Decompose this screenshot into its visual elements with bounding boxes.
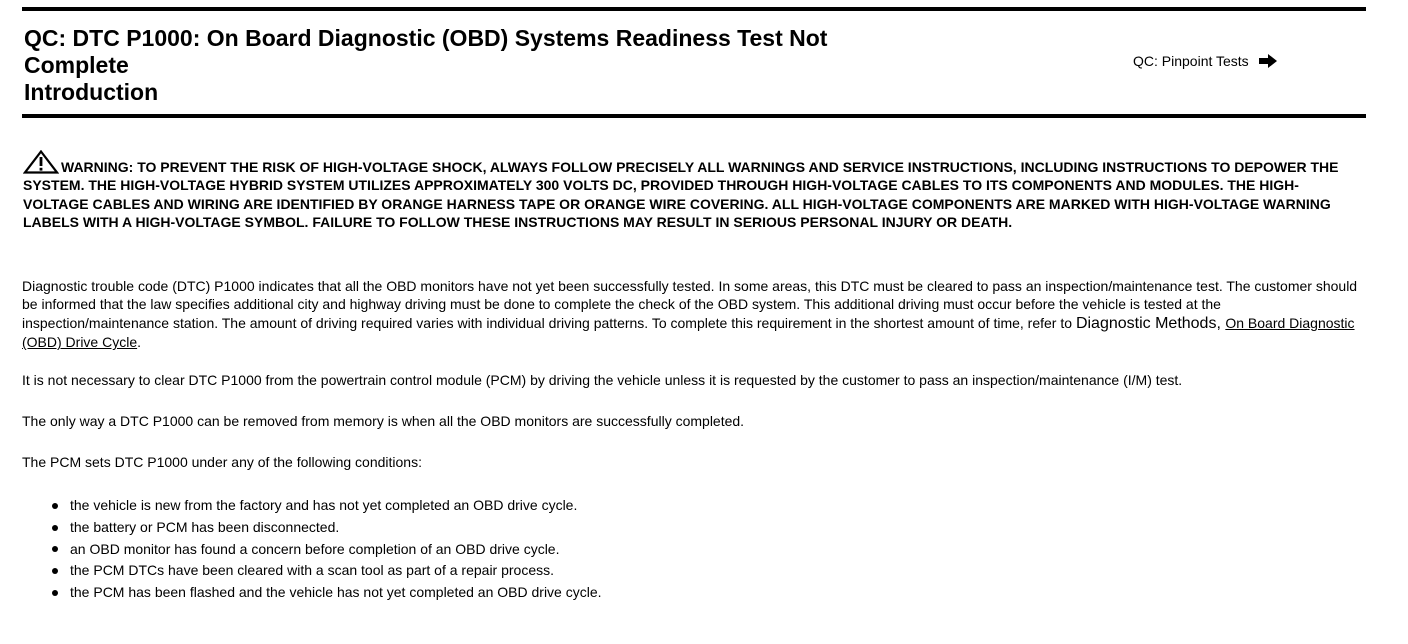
condition-text: the PCM DTCs have been cleared with a scan tool as part of a repair process. bbox=[70, 562, 555, 579]
condition-text: the battery or PCM has been disconnected. bbox=[70, 518, 340, 535]
list-item bbox=[50, 495, 602, 517]
condition-text: an OBD monitor has found a concern before completion of an OBD drive cycle. bbox=[70, 540, 560, 557]
bullet bbox=[52, 546, 58, 552]
title-line: Introduction bbox=[24, 79, 159, 105]
list-item bbox=[50, 560, 602, 582]
paragraph-remove-memory: The only way a DTC P1000 can be removed from memory is when all the OBD monitors are successfully completed. bbox=[22, 413, 745, 429]
bullet bbox=[52, 525, 58, 531]
p1-end: . bbox=[137, 334, 142, 351]
obd-drive-cycle-link[interactable]: On Board Diagnostic (OBD) Drive Cycle bbox=[22, 314, 1355, 351]
condition-text: the PCM has been flashed and the vehicle has not yet completed an OBD drive cycle. bbox=[70, 584, 602, 601]
condition-text: the vehicle is new from the factory and has not yet completed an OBD drive cycle. bbox=[70, 497, 578, 513]
bullet bbox=[52, 503, 58, 509]
diagnostic-methods-ref: Diagnostic Methods, bbox=[1075, 314, 1226, 332]
paragraph-conditions-intro: The PCM sets DTC P1000 under any of the following conditions: bbox=[22, 454, 422, 470]
bullet bbox=[52, 568, 58, 574]
list-item bbox=[50, 539, 602, 561]
warning-triangle-icon bbox=[23, 150, 59, 174]
right-arrow-icon[interactable] bbox=[1259, 54, 1277, 68]
title-line: QC: DTC P1000: On Board Diagnostic (OBD) Systems Readiness Test Not bbox=[24, 25, 828, 51]
pinpoint-tests-link[interactable] bbox=[1133, 53, 1277, 69]
list-item bbox=[50, 517, 602, 539]
p1-text: Diagnostic trouble code (DTC) P1000 indicates that all the OBD monitors have not yet been successfully tested. In some areas, this DTC must be cleared to pass an inspection/maintenance test. The customer should be informed that the law specifies additional city and highway driving must be done to complete the check of the OBD system. This additional driving must occur before the vehicle is tested at the inspection/maintenance station. The amount of driving required varies with individual driving patterns. To complete this requirement in the shortest amount of time, refer to bbox=[22, 278, 1358, 331]
bottom-rule bbox=[22, 114, 1366, 118]
warning-block bbox=[23, 150, 1363, 232]
paragraph-clear-dtc: It is not necessary to clear DTC P1000 from the powertrain control module (PCM) by driving the vehicle unless it is requested by the customer to pass an inspection/maintenance (I/M) test. bbox=[22, 372, 1183, 388]
page-title bbox=[24, 25, 904, 106]
bullet bbox=[52, 590, 58, 596]
pinpoint-tests-label[interactable]: QC: Pinpoint Tests bbox=[1133, 53, 1249, 69]
title-line: Complete bbox=[24, 52, 129, 78]
top-rule bbox=[22, 7, 1366, 11]
conditions-list bbox=[50, 495, 602, 604]
list-item bbox=[50, 582, 602, 604]
paragraph-dtc-description bbox=[22, 277, 1362, 352]
warning-text: WARNING: TO PREVENT THE RISK OF HIGH-VOLTAGE SHOCK, ALWAYS FOLLOW PRECISELY ALL WARNINGS AND SERVICE INSTRUCTIONS, INCLUDING INSTRUCTIONS TO DEPOWER THE SYSTEM. THE HIGH-VOLTAGE HYBRID SYSTEM UTILIZES APPROXIMATELY 300 VOLTS DC, PROVIDED THROUGH HIGH-VOLTAGE CABLES TO ITS COMPONENTS AND MODULES. THE HIGH-VOLTAGE CABLES AND WIRING ARE IDENTIFIED BY ORANGE HARNESS TAPE OR ORANGE WIRE COVERING. ALL HIGH-VOLTAGE COMPONENTS ARE MARKED WITH HIGH-VOLTAGE WARNING LABELS WITH A HIGH-VOLTAGE SYMBOL. FAILURE TO FOLLOW THESE INSTRUCTIONS MAY RESULT IN SERIOUS PERSONAL INJURY OR DEATH. bbox=[23, 159, 1339, 231]
